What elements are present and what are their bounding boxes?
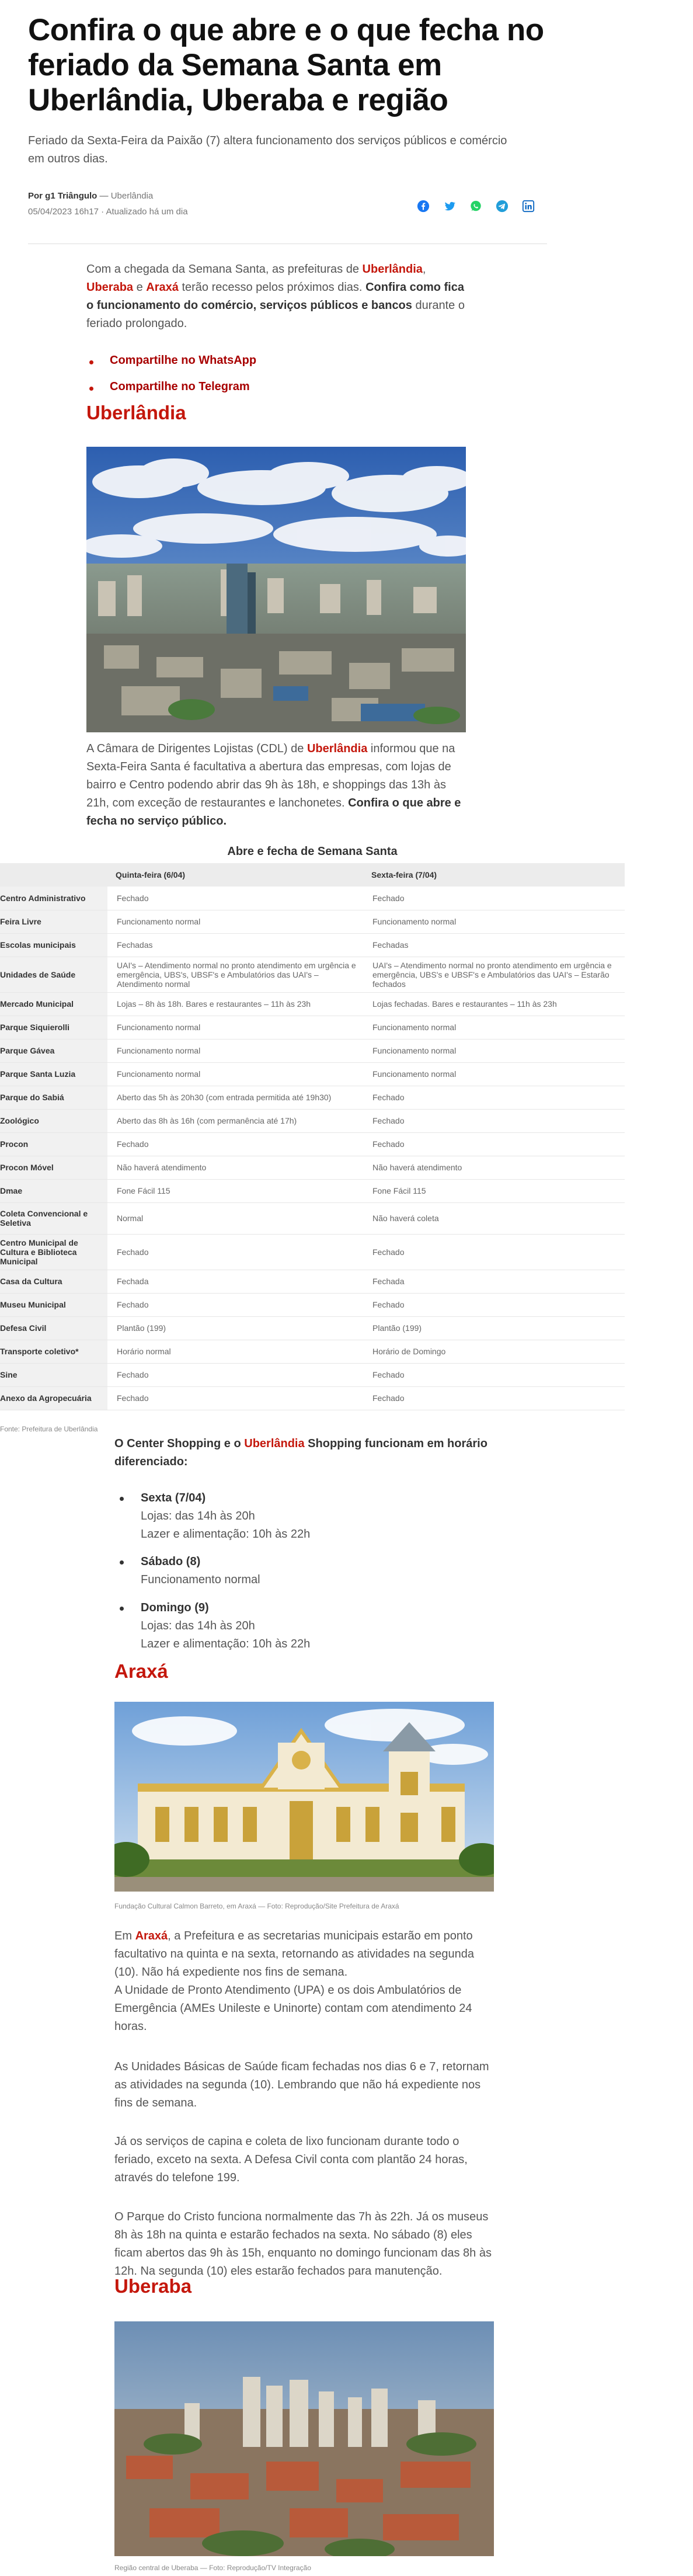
table-row [0,1316,625,1340]
schedule-table [0,845,625,1410]
article-dates: 05/04/2023 16h17 · Atualizado há um dia [28,207,188,217]
cell-thursday: Funcionamento normal [107,910,363,933]
row-label: Parque Siquierolli [0,1016,107,1039]
share-whatsapp-button[interactable] [468,199,483,214]
table-row [0,1086,625,1109]
link-uberlandia-shopping[interactable]: Uberlândia [244,1437,305,1450]
cell-thursday: UAI's – Atendimento normal no pronto atendimento em urgência e emergência, UBS's, UBSF's e Ambulatórios das UAI's – Atendimento normal [107,957,363,992]
row-label: Parque do Sabiá [0,1086,107,1109]
col-header-thursday: Quinta-feira (6/04) [107,863,363,887]
table-row [0,1016,625,1039]
intro-paragraph: Com a chegada da Semana Santa, as prefeituras de Uberlândia, Uberaba e Araxá terão recesso pelos próximos dias. Confira como fica o funcionamento do comércio, serviços públicos e bancos durante o feriado prolongado. [86,263,465,330]
row-label: Escolas municipais [0,933,107,957]
row-label: Parque Gávea [0,1039,107,1062]
facebook-icon [417,200,430,213]
araxa-paragraph-3: Já os serviços de capina e coleta de lixo funcionam durante todo o feriado, exceto na sexta. A Defesa Civil conta com plantão 24 horas, através do telefone 199. [114,2135,468,2184]
bullet-dot [89,360,93,364]
cell-friday: Horário de Domingo [363,1340,625,1363]
cell-friday: Fechadas [363,933,625,957]
cell-friday: UAI's – Atendimento normal no pronto atendimento em urgência e emergência, UBS's e UBSF's e Ambulatórios das UAI's – Estarão fechados [363,957,625,992]
telegram-icon [496,200,509,213]
cell-thursday: Aberto das 5h às 20h30 (com entrada permitida até 19h30) [107,1086,363,1109]
cell-friday: Lojas fechadas. Bares e restaurantes – 11h às 23h [363,992,625,1016]
row-label: Procon Móvel [0,1156,107,1179]
row-label: Sine [0,1363,107,1386]
cell-friday: Fechado [363,1086,625,1109]
cell-thursday: Horário normal [107,1340,363,1363]
araxa-paragraph-4: O Parque do Cristo funciona normalmente das 7h às 22h. Já os museus 8h às 18h na quinta e estarão fechados na sexta. No sábado (8) eles ficam abertos das 9h às 15h, enquanto no domingo funcionam das 8h às 12h. Na segunda (10) eles estarão fechados para manutenção. [114,2210,492,2278]
table-row [0,1270,625,1293]
cell-friday: Fechado [363,887,625,910]
list-item: Domingo (9) Lojas: das 14h às 20h Lazer e alimentação: 10h às 22h [141,1601,311,1650]
list-item: Sexta (7/04) Lojas: das 14h às 20h Lazer e alimentação: 10h às 22h [141,1492,311,1541]
row-label: Mercado Municipal [0,992,107,1016]
bullet-dot [120,1607,124,1611]
table-row [0,1202,625,1234]
table-row [0,957,625,992]
link-araxa[interactable]: Araxá [146,281,179,294]
cell-friday: Fone Fácil 115 [363,1179,625,1202]
section-heading-araxa: Araxá [114,1660,168,1682]
schedule-table-caption: Abre e fecha de Semana Santa [227,845,398,858]
row-label: Casa da Cultura [0,1270,107,1293]
cell-friday: Funcionamento normal [363,910,625,933]
uberaba-aerial-photo [114,2321,494,2556]
cell-friday: Não haverá atendimento [363,1156,625,1179]
cell-thursday: Não haverá atendimento [107,1156,363,1179]
row-label: Centro Municipal de Cultura e Biblioteca Municipal [0,1234,107,1270]
col-header-friday: Sexta-feira (7/04) [363,863,625,887]
cell-thursday: Fechado [107,1386,363,1410]
table-row [0,1132,625,1156]
table-row [0,887,625,910]
araxa-photo-caption: Fundação Cultural Calmon Barreto, em Araxá — Foto: Reprodução/Site Prefeitura de Araxá [114,1902,399,1910]
cell-thursday: Normal [107,1202,363,1234]
cell-thursday: Aberto das 8h às 16h (com permanência até 17h) [107,1109,363,1132]
byline-place-link[interactable]: Uberlândia [110,191,154,201]
row-label: Dmae [0,1179,107,1202]
link-uberlandia-cdl[interactable]: Uberlândia [307,742,368,755]
cell-thursday: Fechadas [107,933,363,957]
row-label: Feira Livre [0,910,107,933]
cell-thursday: Fone Fácil 115 [107,1179,363,1202]
row-label: Anexo da Agropecuária [0,1386,107,1410]
table-row [0,1062,625,1086]
cell-friday: Fechado [363,1132,625,1156]
bullet-dot [120,1497,124,1501]
article-subtitle: Feriado da Sexta-Feira da Paixão (7) altera funcionamento dos serviços públicos e comércio em outros dias. [28,134,507,165]
row-label: Museu Municipal [0,1293,107,1316]
table-row [0,933,625,957]
byline-author: Por g1 Triângulo [28,191,97,201]
row-label: Unidades de Saúde [0,957,107,992]
cell-friday: Não haverá coleta [363,1202,625,1234]
araxa-paragraph-1: Em Araxá, a Prefeitura e as secretarias municipais estarão em ponto facultativo na quinta e na sexta, retornando as atividades na segunda (10). Não há expediente nos fins de semana. A Unidade de Pronto Atendimento (UPA) e os dois Ambulatórios de Emergência (AMEs Unileste e Uninorte) contam com atendimento 24 horas. [114,1930,474,2033]
cell-thursday: Fechado [107,1234,363,1270]
cell-thursday: Funcionamento normal [107,1039,363,1062]
table-row [0,992,625,1016]
row-label: Defesa Civil [0,1316,107,1340]
table-row [0,1039,625,1062]
table-row [0,1386,625,1410]
shopping-paragraph: O Center Shopping e o Uberlândia Shopping funcionam em horário diferenciado: [114,1437,487,1468]
row-label: Transporte coletivo* [0,1340,107,1363]
share-twitter-button[interactable] [442,199,457,214]
table-row [0,1293,625,1316]
whatsapp-icon [469,200,482,213]
cell-friday: Funcionamento normal [363,1039,625,1062]
row-label: Procon [0,1132,107,1156]
araxa-building-photo [114,1702,494,1892]
uberaba-photo-caption: Região central de Uberaba — Foto: Reprodução/TV Integração [114,2564,311,2572]
link-uberlandia[interactable]: Uberlândia [362,263,423,276]
cell-friday: Fechada [363,1270,625,1293]
share-telegram-link[interactable]: Compartilhe no Telegram [110,380,250,393]
bullet-dot [120,1560,124,1565]
cell-thursday: Funcionamento normal [107,1016,363,1039]
link-araxa-body[interactable]: Araxá [135,1930,168,1942]
table-row [0,1363,625,1386]
araxa-paragraph-2: As Unidades Básicas de Saúde ficam fechadas nos dias 6 e 7, retornam as atividades na segunda (10). Lembrando que não há expediente nos fins de semana. [114,2060,489,2109]
cell-friday: Fechado [363,1109,625,1132]
cell-thursday: Funcionamento normal [107,1062,363,1086]
row-label: Parque Santa Luzia [0,1062,107,1086]
byline: Por g1 Triângulo — Uberlândia [28,191,154,201]
cell-thursday: Plantão (199) [107,1316,363,1340]
table-row [0,910,625,933]
cell-friday: Fechado [363,1386,625,1410]
table-row [0,1340,625,1363]
cell-thursday: Lojas – 8h às 18h. Bares e restaurantes – 11h às 23h [107,992,363,1016]
section-heading-uberaba: Uberaba [114,2275,192,2297]
cell-thursday: Fechado [107,1363,363,1386]
share-telegram-button[interactable] [494,199,510,214]
row-label: Coleta Convencional e Seletiva [0,1202,107,1234]
section-heading-uberlandia: Uberlândia [86,402,186,423]
row-label: Centro Administrativo [0,887,107,910]
table-source: Fonte: Prefeitura de Uberlândia [0,1425,98,1433]
cell-friday: Funcionamento normal [363,1062,625,1086]
bullet-dot [89,387,93,391]
table-row [0,1109,625,1132]
cell-thursday: Fechada [107,1270,363,1293]
cell-friday: Funcionamento normal [363,1016,625,1039]
cell-friday: Plantão (199) [363,1316,625,1340]
cell-friday: Fechado [363,1363,625,1386]
uberlandia-aerial-photo [86,447,466,732]
share-linkedin-button[interactable] [521,199,536,214]
cell-friday: Fechado [363,1293,625,1316]
uberlandia-paragraph: A Câmara de Dirigentes Lojistas (CDL) de Uberlândia informou que na Sexta-Feira Santa é facultativa a abertura das empresas, com lojas de bairro e Centro podendo abrir das 9h às 18h, e shoppings das 13h às 21h, com exceção de restaurantes e lanchonetes. Confira o que abre e fecha no serviço público. [86,742,461,828]
share-whatsapp-link[interactable]: Compartilhe no WhatsApp [110,354,257,367]
link-uberaba[interactable]: Uberaba [86,281,134,294]
table-row [0,1179,625,1202]
cell-thursday: Fechado [107,1132,363,1156]
row-label: Zoológico [0,1109,107,1132]
share-facebook-button[interactable] [416,199,431,214]
article-title: Confira o que abre e o que fecha no feriado da Semana Santa em Uberlândia, Uberaba e região [28,13,544,117]
cell-friday: Fechado [363,1234,625,1270]
list-item: Sábado (8) Funcionamento normal [141,1555,260,1586]
table-row [0,1156,625,1179]
table-row [0,1234,625,1270]
linkedin-icon [522,200,535,213]
table-header-row [0,863,625,887]
twitter-icon [443,200,456,213]
cell-thursday: Fechado [107,1293,363,1316]
cell-thursday: Fechado [107,887,363,910]
